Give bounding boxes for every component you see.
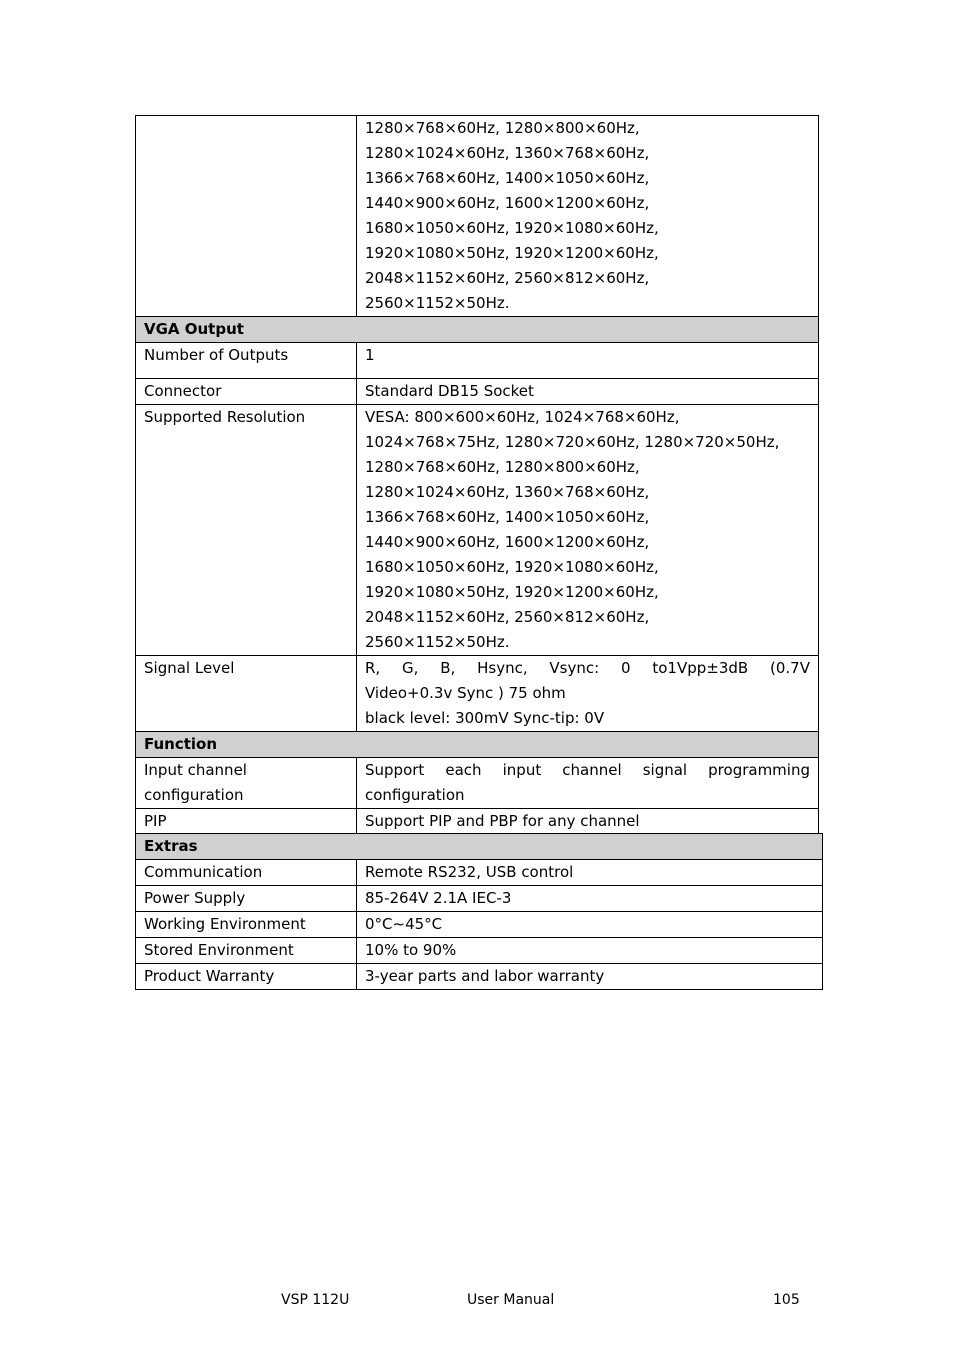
spec-value: 10% to 90% (357, 938, 823, 964)
value-line: configuration (365, 786, 465, 804)
footer-title: User Manual (467, 1292, 555, 1308)
spec-value (357, 758, 819, 809)
footer-model: VSP 112U (281, 1292, 350, 1308)
spec-value (357, 656, 819, 732)
spec-label: Supported Resolution (136, 405, 357, 656)
spec-label: Stored Environment (136, 938, 357, 964)
spec-value: Support PIP and PBP for any channel (357, 809, 819, 835)
section-header-row (136, 834, 823, 860)
table-row (136, 379, 819, 405)
spec-value: 0°C~45°C (357, 912, 823, 938)
resolution-line: 2560×1152×50Hz. (365, 633, 510, 651)
table-row (136, 758, 819, 809)
table-row (136, 116, 819, 317)
resolution-line: 2560×1152×50Hz. (365, 294, 510, 312)
resolution-line: 1280×768×60Hz, 1280×800×60Hz, (365, 119, 640, 137)
spec-label: Communication (136, 860, 357, 886)
resolution-line: 1680×1050×60Hz, 1920×1080×60Hz, (365, 558, 659, 576)
section-header-row (136, 317, 819, 343)
resolution-line: 1280×1024×60Hz, 1360×768×60Hz, (365, 144, 650, 162)
signal-line: R, G, B, Hsync, Vsync: 0 to1Vpp±3dB (0.7V (365, 659, 810, 677)
spec-label-cell (136, 116, 357, 317)
table-row (136, 964, 823, 990)
spec-table-extras (135, 833, 823, 990)
resolution-line: 1440×900×60Hz, 1600×1200×60Hz, (365, 194, 650, 212)
resolution-line: 1280×768×60Hz, 1280×800×60Hz, (365, 458, 640, 476)
section-header-function: Function (136, 732, 819, 758)
spec-label: Number of Outputs (136, 343, 357, 379)
spec-label: Connector (136, 379, 357, 405)
spec-label (136, 758, 357, 809)
spec-value (357, 405, 819, 656)
table-row (136, 809, 819, 835)
value-line: Support each input channel signal programming (365, 761, 810, 779)
resolution-line: 2048×1152×60Hz, 2560×812×60Hz, (365, 269, 650, 287)
spec-label: Product Warranty (136, 964, 357, 990)
resolution-line: 1920×1080×50Hz, 1920×1200×60Hz, (365, 583, 659, 601)
table-row (136, 886, 823, 912)
signal-line: black level: 300mV Sync-tip: 0V (365, 709, 605, 727)
label-line: configuration (144, 786, 244, 804)
resolution-line: 1366×768×60Hz, 1400×1050×60Hz, (365, 169, 650, 187)
section-header-row (136, 732, 819, 758)
table-row (136, 912, 823, 938)
resolution-line: 1280×1024×60Hz, 1360×768×60Hz, (365, 483, 650, 501)
spec-value: 85-264V 2.1A IEC-3 (357, 886, 823, 912)
label-line: Input channel (144, 761, 247, 779)
resolution-line: 1440×900×60Hz, 1600×1200×60Hz, (365, 533, 650, 551)
resolution-line: 1366×768×60Hz, 1400×1050×60Hz, (365, 508, 650, 526)
resolution-line: 1024×768×75Hz, 1280×720×60Hz, 1280×720×50Hz, (365, 433, 780, 451)
spec-label: PIP (136, 809, 357, 835)
section-header-vga-output: VGA Output (136, 317, 819, 343)
table-row (136, 405, 819, 656)
spec-table-video (135, 115, 819, 835)
spec-value: 3-year parts and labor warranty (357, 964, 823, 990)
spec-value-cell (357, 116, 819, 317)
table-row (136, 938, 823, 964)
resolution-line: 2048×1152×60Hz, 2560×812×60Hz, (365, 608, 650, 626)
table-row (136, 860, 823, 886)
spec-value: 1 (357, 343, 819, 379)
spec-label: Working Environment (136, 912, 357, 938)
table-row (136, 656, 819, 732)
spec-value: Standard DB15 Socket (357, 379, 819, 405)
spec-label: Signal Level (136, 656, 357, 732)
spec-value: Remote RS232, USB control (357, 860, 823, 886)
resolution-line: VESA: 800×600×60Hz, 1024×768×60Hz, (365, 408, 680, 426)
signal-line: Video+0.3v Sync ) 75 ohm (365, 684, 566, 702)
spec-label: Power Supply (136, 886, 357, 912)
page-number: 105 (773, 1292, 800, 1308)
resolution-line: 1680×1050×60Hz, 1920×1080×60Hz, (365, 219, 659, 237)
section-header-extras: Extras (136, 834, 823, 860)
resolution-line: 1920×1080×50Hz, 1920×1200×60Hz, (365, 244, 659, 262)
table-row (136, 343, 819, 379)
